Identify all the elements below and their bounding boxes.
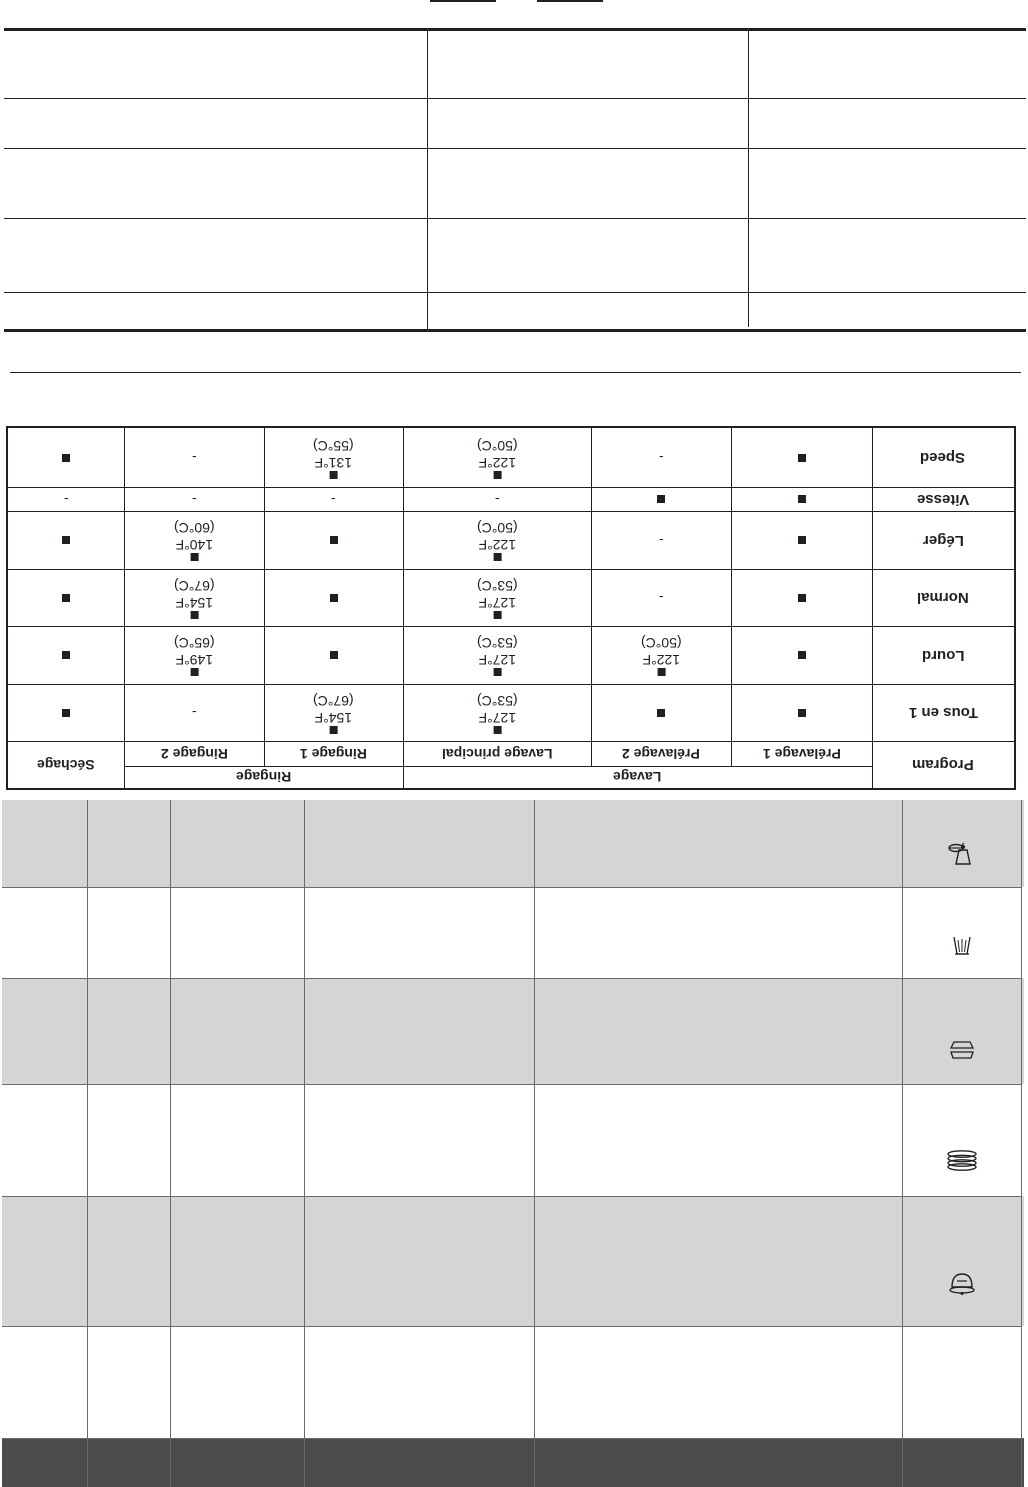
temp-celsius: (60°C) bbox=[173, 520, 215, 536]
included-mark bbox=[190, 611, 198, 619]
phase-cell bbox=[264, 428, 403, 487]
phase-cell bbox=[8, 487, 124, 511]
temp-fahrenheit: 122°F bbox=[478, 537, 516, 553]
phase-cell bbox=[8, 569, 124, 626]
phase-cell bbox=[8, 428, 124, 487]
not-included-dash: - bbox=[658, 450, 664, 466]
included-mark bbox=[798, 709, 806, 717]
phase-cell bbox=[731, 511, 872, 569]
plates-light-icon bbox=[902, 978, 1022, 1084]
included-mark bbox=[330, 651, 338, 659]
phase-cell bbox=[264, 511, 403, 569]
program-name: Lourd bbox=[921, 646, 965, 664]
title-mark-right bbox=[537, 0, 603, 2]
phase-cell bbox=[731, 626, 872, 684]
phase-cell bbox=[124, 487, 264, 511]
temp-celsius: (50°C) bbox=[476, 437, 518, 454]
phase-cell bbox=[591, 684, 731, 741]
included-mark bbox=[330, 726, 338, 734]
group-header-lavage bbox=[403, 766, 872, 788]
program-name-cell bbox=[872, 569, 1014, 626]
included-mark bbox=[798, 495, 806, 503]
program-name: Speed bbox=[920, 449, 966, 466]
temp-celsius: (55°C) bbox=[313, 437, 354, 454]
included-mark bbox=[330, 536, 338, 544]
phase-cell bbox=[403, 684, 591, 741]
column-header-sechage bbox=[8, 741, 124, 788]
included-mark bbox=[493, 668, 501, 676]
phase-cell bbox=[731, 428, 872, 487]
included-mark bbox=[798, 651, 806, 659]
phase-cell bbox=[124, 569, 264, 626]
included-mark bbox=[657, 668, 665, 676]
icon-table-row bbox=[2, 1084, 1024, 1196]
program-name-cell bbox=[872, 626, 1014, 684]
included-mark bbox=[190, 553, 198, 561]
temp-fahrenheit: 140°F bbox=[175, 537, 213, 553]
column-header-lavage_principal bbox=[403, 741, 591, 766]
program-name: Léger bbox=[922, 531, 964, 549]
program-name-cell bbox=[872, 487, 1014, 511]
not-included-dash: - bbox=[658, 590, 664, 606]
included-mark bbox=[798, 536, 806, 544]
temp-celsius: (50°C) bbox=[476, 520, 518, 536]
not-included-dash: - bbox=[494, 491, 500, 508]
column-header-label: Lavage principal bbox=[441, 745, 553, 762]
not-included-dash: - bbox=[191, 491, 197, 508]
included-mark bbox=[62, 536, 70, 544]
temp-celsius: (50°C) bbox=[640, 635, 682, 651]
program-corner-header bbox=[872, 741, 1014, 788]
title-mark-left bbox=[430, 0, 496, 2]
phase-cell bbox=[403, 626, 591, 684]
phase-cell bbox=[731, 487, 872, 511]
temp-fahrenheit: 154°F bbox=[175, 594, 213, 611]
included-mark bbox=[62, 651, 70, 659]
temp-fahrenheit: 122°F bbox=[478, 454, 516, 471]
temp-celsius: (67°C) bbox=[313, 692, 354, 709]
included-mark bbox=[62, 594, 70, 602]
phase-cell bbox=[124, 511, 264, 569]
temp-fahrenheit: 149°F bbox=[175, 652, 213, 668]
icon-table-row bbox=[2, 887, 1024, 978]
temp-celsius: (65°C) bbox=[173, 635, 215, 651]
phase-cell bbox=[591, 569, 731, 626]
phase-cell bbox=[264, 569, 403, 626]
included-mark bbox=[62, 709, 70, 717]
temp-fahrenheit: 154°F bbox=[314, 709, 353, 726]
group-header-label: Ringage bbox=[235, 769, 292, 785]
section-divider bbox=[10, 372, 1021, 373]
temp-celsius: (53°C) bbox=[476, 577, 518, 594]
temp-fahrenheit: 127°F bbox=[478, 709, 516, 726]
program-name-cell bbox=[872, 511, 1014, 569]
icon-table-row bbox=[2, 800, 1024, 887]
phase-cell bbox=[264, 487, 403, 511]
phase-cell bbox=[403, 428, 591, 487]
included-mark bbox=[330, 594, 338, 602]
pots-and-pans-icon bbox=[902, 800, 1022, 887]
icon-table-row bbox=[2, 1326, 1024, 1438]
phase-cell bbox=[403, 487, 591, 511]
column-header-label: Séchage bbox=[37, 756, 95, 773]
included-mark bbox=[493, 471, 501, 479]
phase-cell bbox=[264, 684, 403, 741]
column-header-label: Ringage 2 bbox=[160, 745, 228, 762]
column-header-label: Prélavage 1 bbox=[762, 745, 841, 762]
included-mark bbox=[493, 611, 501, 619]
program-name: Normal bbox=[917, 589, 969, 606]
column-header-ringage1 bbox=[264, 741, 403, 766]
phase-cell bbox=[591, 626, 731, 684]
column-header-prelavage1 bbox=[731, 741, 872, 766]
column-header-prelavage2 bbox=[591, 741, 731, 766]
phase-cell bbox=[8, 626, 124, 684]
glass-icon bbox=[902, 887, 1022, 978]
program-name-cell bbox=[872, 428, 1014, 487]
temp-celsius: (53°C) bbox=[476, 635, 518, 651]
phase-cell bbox=[8, 511, 124, 569]
included-mark bbox=[62, 454, 70, 462]
icon-table-row bbox=[2, 978, 1024, 1084]
program-icon-table bbox=[2, 800, 1022, 1487]
temp-celsius: (67°C) bbox=[173, 577, 215, 594]
temp-fahrenheit: 127°F bbox=[478, 594, 516, 611]
phase-cell bbox=[403, 511, 591, 569]
not-included-dash: - bbox=[63, 491, 69, 508]
phase-cell bbox=[731, 684, 872, 741]
phase-cell bbox=[591, 511, 731, 569]
group-header-ringage bbox=[124, 766, 403, 788]
column-header-label: Prélavage 2 bbox=[622, 745, 700, 762]
included-mark bbox=[493, 726, 501, 734]
program-corner-label: Program bbox=[912, 756, 974, 773]
column-header-label: Ringage 1 bbox=[300, 745, 367, 762]
phase-cell bbox=[264, 626, 403, 684]
phase-cell bbox=[403, 569, 591, 626]
column-header-ringage2 bbox=[124, 741, 264, 766]
plates-stack-icon bbox=[902, 1084, 1022, 1196]
phase-cell bbox=[591, 487, 731, 511]
included-mark bbox=[190, 668, 198, 676]
group-header-label: Lavage bbox=[613, 769, 662, 785]
included-mark bbox=[798, 454, 806, 462]
temp-fahrenheit: 127°F bbox=[478, 652, 516, 668]
not-included-dash: - bbox=[191, 450, 197, 466]
phase-cell bbox=[124, 626, 264, 684]
phase-cell bbox=[124, 428, 264, 487]
included-mark bbox=[330, 471, 338, 479]
program-name: Tous en 1 bbox=[908, 704, 978, 721]
included-mark bbox=[657, 709, 665, 717]
not-included-dash: - bbox=[658, 532, 664, 549]
program-name: Vitesse bbox=[916, 490, 970, 508]
phase-cell bbox=[8, 684, 124, 741]
program-table bbox=[6, 426, 1016, 790]
temp-celsius: (53°C) bbox=[476, 692, 518, 709]
phase-cell bbox=[124, 684, 264, 741]
icon-table-row bbox=[2, 1438, 1024, 1487]
included-mark bbox=[657, 495, 665, 503]
temp-fahrenheit: 122°F bbox=[642, 652, 680, 668]
icon-table-row bbox=[2, 1196, 1024, 1326]
included-mark bbox=[798, 594, 806, 602]
not-included-dash: - bbox=[331, 491, 336, 508]
program-name-cell bbox=[872, 684, 1014, 741]
temp-fahrenheit: 131°F bbox=[314, 454, 353, 471]
phase-cell bbox=[591, 428, 731, 487]
phase-cell bbox=[731, 569, 872, 626]
not-included-dash: - bbox=[191, 705, 197, 721]
included-mark bbox=[493, 553, 501, 561]
dome-plate-icon bbox=[902, 1196, 1022, 1326]
